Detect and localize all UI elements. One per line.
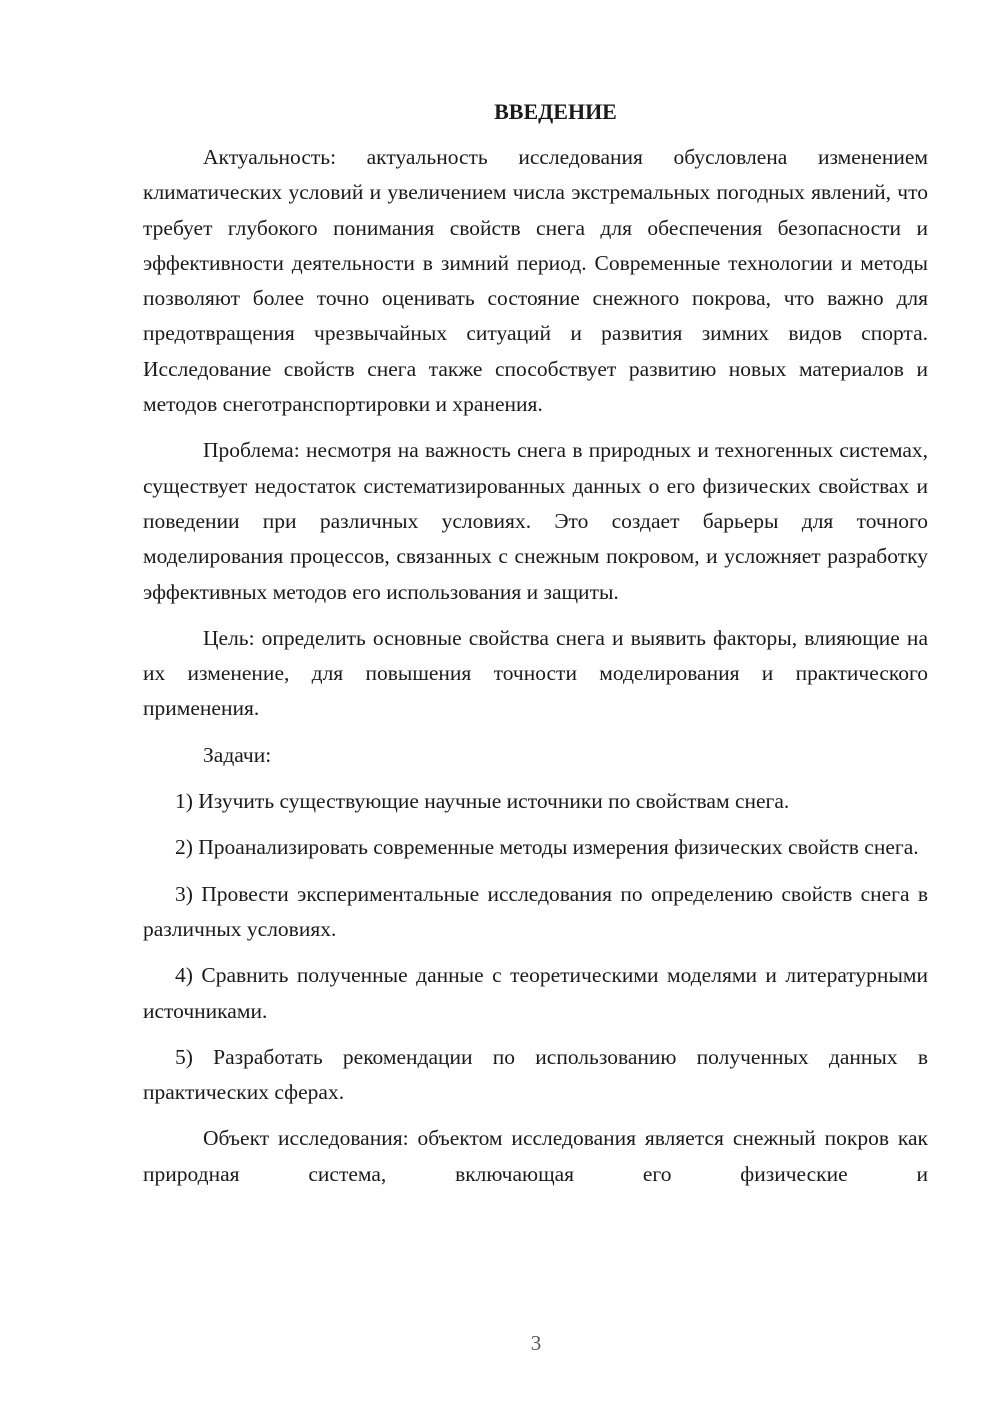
paragraph-goal: Цель: определить основные свойства снега и выявить факторы, влияющие на их изменение, для повышения точности моделирования и практического применения. bbox=[143, 625, 928, 721]
page-number: 3 bbox=[530, 1331, 542, 1355]
task-item-3: 3) Провести экспериментальные исследования по определению свойств снега в различных условиях. bbox=[143, 881, 928, 941]
section-heading: ВВЕДЕНИЕ bbox=[494, 99, 617, 124]
tasks-label: Задачи: bbox=[203, 742, 272, 767]
task-item-5: 5) Разработать рекомендации по использованию полученных данных в практических сферах. bbox=[143, 1044, 928, 1105]
task-item-1: 1) Изучить существующие научные источники по свойствам снега. bbox=[175, 789, 790, 814]
task-item-2: 2) Проанализировать современные методы измерения физических свойств снега. bbox=[175, 835, 919, 860]
task-item-4: 4) Сравнить полученные данные с теоретическими моделями и литературными источниками. bbox=[143, 963, 928, 1023]
paragraph-relevance: Актуальность: актуальность исследования обусловлена изменением климатических условий и увеличением числа экстремальных погодных явлений, что требует глубокого понимания свойств снега для обеспечения безопасности и эффективности деятельности в зимний период. Современные технологии и методы позволяют более точно оценивать состояние снежного покрова, что важно для предотвращения чрезвычайных ситуаций и развития зимних видов спорта. Исследование свойств снега также способствует развитию новых материалов и методов снеготранспортировки и хранения. bbox=[143, 145, 928, 417]
paragraph-object: Объект исследования: объектом исследования является снежный покров как природная система, включающая его физические и bbox=[143, 1126, 928, 1186]
paragraph-problem: Проблема: несмотря на важность снега в природных и техногенных системах, существует недостаток систематизированных данных о его физических свойствах и поведении при различных условиях. Это создает барьеры для точного моделирования процессов, связанных с снежным покровом, и усложняет разработку эффективных методов его использования и защиты. bbox=[143, 438, 928, 604]
